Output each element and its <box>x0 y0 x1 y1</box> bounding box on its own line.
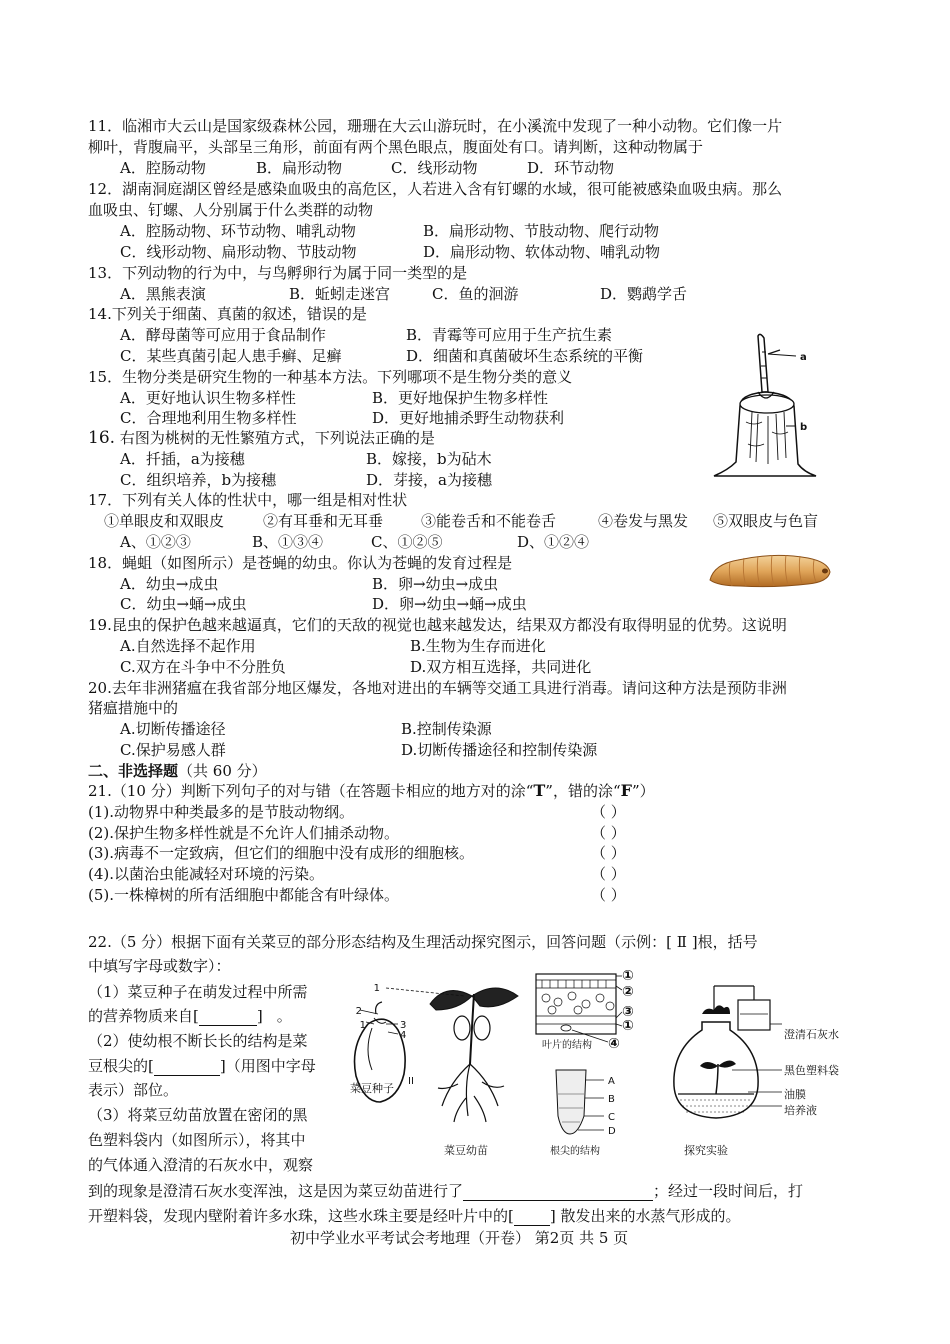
q21-statement-5: (5).一株樟树的所有活细胞中都能含有叶绿体。 <box>88 886 400 904</box>
q21-answer-paren-3: （ ） <box>591 844 626 862</box>
q16-option-a: A．扦插，a为接穗 <box>120 450 245 468</box>
q21-statement-3: (3).病毒不一定致病，但它们的细胞中没有成形的细胞核。 <box>88 844 475 862</box>
q11-option-b: B．扁形动物 <box>256 159 343 177</box>
seedling-roman: II <box>408 1076 414 1087</box>
q16-number: 16. <box>88 428 116 448</box>
q18-option-b: B．卵→幼虫→成虫 <box>372 575 499 593</box>
leaf-num-2: ② <box>622 984 634 1000</box>
q14-option-c: C．某些真菌引起人患手癣、足癣 <box>120 347 342 365</box>
exp-caption: 探究实验 <box>684 1144 728 1157</box>
section-title: 二、非选择题 <box>88 762 179 780</box>
exp-label-solution: 培养液 <box>784 1104 817 1117</box>
q22-part3-text-c: 开塑料袋，发现内壁附着许多水珠，这些水珠主要是经叶片中的[ <box>88 1207 514 1225</box>
q12-option-d: D．扁形动物、软体动物、哺乳动物 <box>423 243 661 261</box>
q12-option-a: A．腔肠动物、环节动物、哺乳动物 <box>120 222 356 240</box>
seed-num-2: 2 <box>355 1006 362 1017</box>
q18-option-d: D．卵→幼虫→蛹→成虫 <box>372 595 527 613</box>
q13-option-d: D．鹦鹉学舌 <box>600 285 688 303</box>
q21-false-mark: F <box>620 781 632 800</box>
q21-statement-4: (4).以菌治虫能减轻对环境的污染。 <box>88 865 325 883</box>
q11-option-c: C．线形动物 <box>391 159 478 177</box>
maggot-figure <box>704 546 834 596</box>
q16-option-c: C．组织培养，b为接穗 <box>120 471 277 489</box>
seedling-num-1: 1 <box>373 983 380 994</box>
q21-intro <box>88 781 655 801</box>
q17-item-4: ④卷发与黑发 <box>598 512 689 530</box>
q18-option-c: C．幼虫→蛹→成虫 <box>120 595 247 613</box>
q19-option-d: D.双方相互选择，共同进化 <box>410 658 592 676</box>
q22-part2-line3: 表示）部位。 <box>88 1081 179 1099</box>
section-score: （共 60 分） <box>178 762 267 780</box>
q12-stem-line2: 血吸虫、钉螺、人分别属于什么类群的动物 <box>88 201 374 219</box>
q22-stem-line2: 中填写字母或数字）： <box>88 957 231 975</box>
bean-seed-figure <box>350 1002 406 1102</box>
q19-stem: 19.昆虫的保护色越来越逼真，它们的天敌的视觉也越来越发达，结果双方都没有取得明显的优势。这说明 <box>88 616 787 634</box>
q16-option-d: D．芽接，a为接穗 <box>366 471 492 489</box>
q22-part3-line2: 色塑料袋内（如图所示），将其中 <box>88 1131 306 1149</box>
q17-option-b: B、①③④ <box>252 533 324 551</box>
exp-label-bag: 黑色塑料袋 <box>784 1064 839 1077</box>
q14-option-a: A．酵母菌等可应用于食品制作 <box>120 326 326 344</box>
leaf-caption: 叶片的结构 <box>542 1040 592 1051</box>
q21-intro-a: 21.（10 分）判断下列句子的对与错（在答题卡相应的地方对的涂“ <box>88 782 534 800</box>
q17-stem: 17．下列有关人体的性状中，哪一组是相对性状 <box>88 491 408 509</box>
q21-intro-b: ”，错的涂“ <box>545 782 621 800</box>
q14-option-d: D．细菌和真菌破坏生态系统的平衡 <box>406 347 644 365</box>
q21-true-mark: T <box>533 781 546 800</box>
root-letter-c: C <box>608 1112 615 1123</box>
root-letter-a: A <box>608 1076 615 1087</box>
page-footer: 初中学业水平考试会考地理（开卷） 第2页 共 5 页 <box>290 1229 629 1247</box>
root-letter-d: D <box>608 1126 616 1137</box>
q22-part3-line4 <box>88 1181 803 1201</box>
q19-option-c: C.双方在斗争中不分胜负 <box>120 658 286 676</box>
q22-part1-period: 。 <box>276 1007 292 1025</box>
q22-part3-bracket: ] <box>549 1207 556 1225</box>
q21-answer-paren-5: （ ） <box>591 886 626 904</box>
q11-option-a: A．腔肠动物 <box>120 159 206 177</box>
seed-caption: 菜豆种子 <box>350 1082 394 1095</box>
q11-stem-line1: 11．临湘市大云山是国家级森林公园，珊珊在大云山游玩时，在小溪流中发现了一种小动物。它们像一片 <box>88 117 783 135</box>
q16-option-b: B．嫁接，b为砧木 <box>366 450 492 468</box>
q12-option-b: B．扁形动物、节肢动物、爬行动物 <box>423 222 660 240</box>
q15-option-c: C．合理地利用生物多样性 <box>120 409 297 427</box>
q13-option-b: B．蚯蚓走迷宫 <box>289 285 391 303</box>
q22-part2-text: 豆根尖的[ <box>88 1057 154 1075</box>
q13-stem: 13．下列动物的行为中，与鸟孵卵行为属于同一类型的是 <box>88 264 468 282</box>
seedling-caption: 菜豆幼苗 <box>444 1144 488 1157</box>
q17-item-3: ③能卷舌和不能卷舌 <box>421 512 557 530</box>
q12-option-c: C．线形动物、扁形动物、节肢动物 <box>120 243 357 261</box>
q22-part3-line5 <box>88 1206 741 1226</box>
leaf-num-1b: ① <box>622 1018 634 1034</box>
leaf-num-1: ① <box>622 968 634 984</box>
q21-answer-paren-1: （ ） <box>591 803 626 821</box>
q22-part3-blank-1[interactable] <box>463 1184 653 1201</box>
q20-option-c: C.保护易感人群 <box>120 741 226 759</box>
q17-item-2: ②有耳垂和无耳垂 <box>263 512 384 530</box>
leaf-num-3: ③ <box>622 1004 634 1020</box>
q13-option-c: C．鱼的洄游 <box>432 285 519 303</box>
q22-part3-line1: （3）将菜豆幼苗放置在密闭的黑 <box>88 1106 308 1124</box>
experiment-figure <box>674 986 839 1157</box>
q22-part1-text: 的营养物质来自[ <box>88 1007 199 1025</box>
q22-part1-line1: （1）菜豆种子在萌发过程中所需 <box>88 983 308 1001</box>
q11-stem-line2: 柳叶，背腹扁平，头部呈三角形，前面有两个黑色眼点，腹面处有口。请判断，这种动物属于 <box>88 138 704 156</box>
q22-part2-line1: （2）使幼根不断长长的结构是菜 <box>88 1032 308 1050</box>
bean-figures <box>346 966 866 1164</box>
q22-part3-text-b: ；经过一段时间后，打 <box>653 1182 804 1200</box>
q20-option-d: D.切断传播途径和控制传染源 <box>401 741 598 759</box>
q22-part1-blank[interactable] <box>199 1009 257 1026</box>
q21-statement-1: (1).动物界中种类最多的是节肢动物纲。 <box>88 803 355 821</box>
q17-option-c: C、①②⑤ <box>371 533 443 551</box>
q22-part2-text-b: ]（用图中字母 <box>219 1057 316 1075</box>
q21-intro-c: ”） <box>632 782 655 800</box>
leaf-structure-figure <box>536 968 634 1052</box>
q15-option-a: A．更好地认识生物多样性 <box>120 389 296 407</box>
q16-stem <box>88 428 435 448</box>
q22-part3-blank-2[interactable] <box>514 1209 550 1226</box>
graft-label-b: b <box>800 422 808 433</box>
q14-option-b: B．青霉等可应用于生产抗生素 <box>406 326 613 344</box>
seed-num-4: 4 <box>400 1030 407 1041</box>
q17-item-1: ①单眼皮和双眼皮 <box>104 512 225 530</box>
q20-option-a: A.切断传播途径 <box>120 720 226 738</box>
q19-option-a: A.自然选择不起作用 <box>120 637 256 655</box>
seed-num-3: 3 <box>400 1020 407 1031</box>
q22-part3-text-d: 散发出来的水蒸气形成的。 <box>555 1207 741 1225</box>
q22-part2-line2 <box>88 1056 316 1076</box>
q16-stem-text: 右图为桃树的无性繁殖方式，下列说法正确的是 <box>119 429 435 447</box>
q13-option-a: A．黑熊表演 <box>120 285 206 303</box>
section-heading <box>88 761 267 781</box>
q19-option-b: B.生物为生存而进化 <box>410 637 546 655</box>
q22-part1-line2 <box>88 1006 292 1026</box>
q17-option-a: A、①②③ <box>120 533 191 551</box>
root-letter-b: B <box>608 1094 615 1105</box>
q17-item-5: ⑤双眼皮与色盲 <box>713 512 819 530</box>
q15-option-b: B．更好地保护生物多样性 <box>372 389 549 407</box>
root-tip-figure <box>550 1070 616 1157</box>
exp-label-limewater: 澄清石灰水 <box>784 1028 839 1041</box>
q11-option-d: D．环节动物 <box>527 159 615 177</box>
q20-stem-line1: 20.去年非洲猪瘟在我省部分地区爆发，各地对进出的车辆等交通工具进行消毒。请问这种方法是预防非洲 <box>88 679 787 697</box>
q21-answer-paren-4: （ ） <box>591 865 626 883</box>
q22-stem-line1: 22.（5 分）根据下面有关菜豆的部分形态结构及生理活动探究图示，回答问题（示例：[ Ⅱ ]根，括号 <box>88 933 758 951</box>
q18-option-a: A．幼虫→成虫 <box>120 575 219 593</box>
graft-label-a: a <box>800 352 807 363</box>
q15-stem: 15．生物分类是研究生物的一种基本方法。下列哪项不是生物分类的意义 <box>88 368 573 386</box>
q22-part2-blank[interactable] <box>154 1059 220 1076</box>
q21-statement-2: (2).保护生物多样性就是不允许人们捕杀动物。 <box>88 824 400 842</box>
q17-option-d: D、①②④ <box>517 533 590 551</box>
q22-part3-line3: 的气体通入澄清的石灰水中，观察 <box>88 1156 314 1174</box>
q15-option-d: D．更好地捕杀野生动物获利 <box>372 409 565 427</box>
q22-part3-text: 到的现象是澄清石灰水变浑浊，这是因为菜豆幼苗进行了 <box>88 1182 464 1200</box>
q12-stem-line1: 12．湖南洞庭湖区曾经是感染血吸虫的高危区，人若进入含有钉螺的水域，很可能被感染血吸虫病。那么 <box>88 180 783 198</box>
leaf-num-4: ④ <box>608 1036 620 1052</box>
q14-stem: 14.下列关于细菌、真菌的叙述，错误的是 <box>88 305 367 323</box>
q20-stem-line2: 猪瘟措施中的 <box>88 699 179 717</box>
exp-label-oil: 油膜 <box>784 1088 806 1101</box>
grafting-figure <box>706 332 818 482</box>
q22-part1-bracket: ] <box>256 1007 263 1025</box>
q21-answer-paren-2: （ ） <box>591 824 626 842</box>
seed-num-1: 1 <box>359 1020 366 1031</box>
q20-option-b: B.控制传染源 <box>401 720 492 738</box>
q18-stem: 18．蝇蛆（如图所示）是苍蝇的幼虫。你认为苍蝇的发育过程是 <box>88 554 513 572</box>
root-caption: 根尖的结构 <box>550 1146 600 1157</box>
